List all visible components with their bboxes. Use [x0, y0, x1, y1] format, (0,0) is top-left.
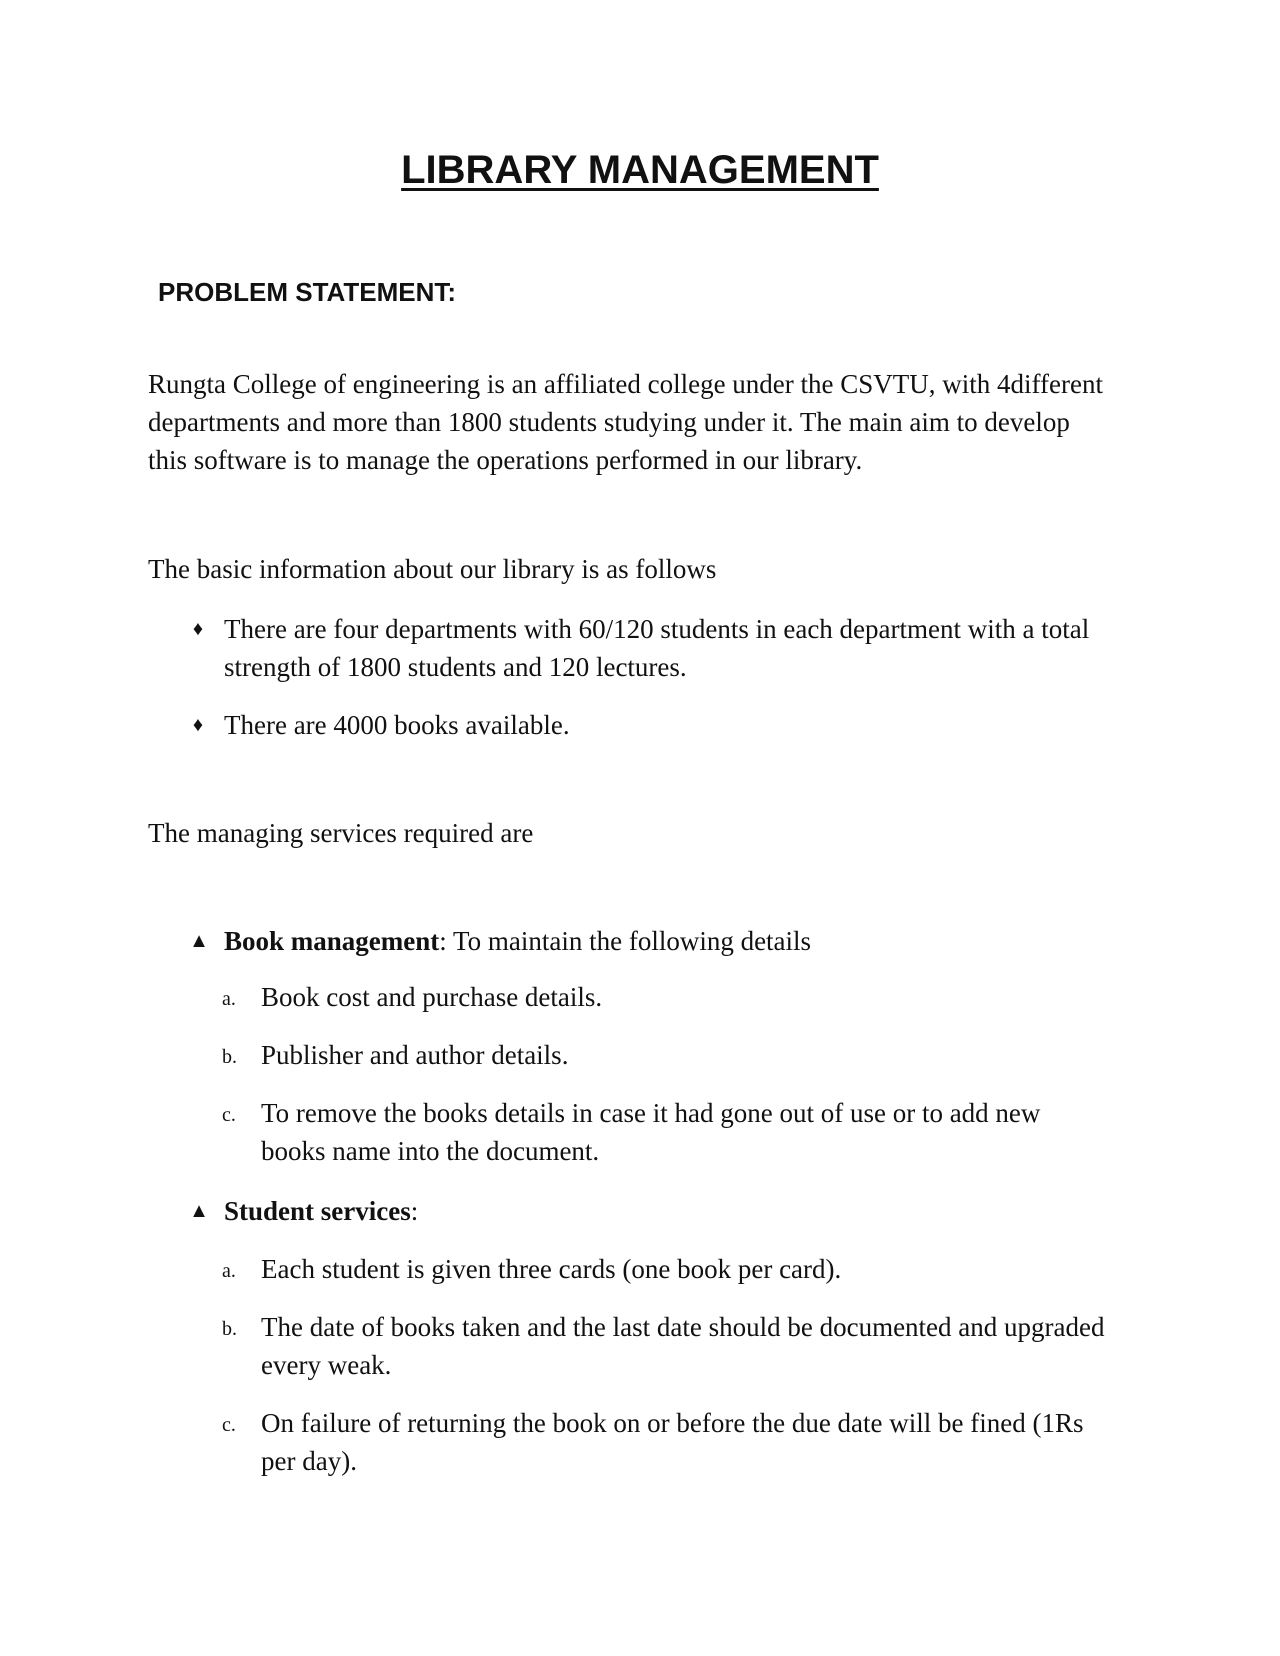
sub-list-text: Book cost and purchase details.: [261, 982, 603, 1012]
document-title: LIBRARY MANAGEMENT: [401, 148, 879, 192]
service-heading: [224, 922, 1114, 960]
sub-list-text: Publisher and author details.: [261, 1040, 569, 1070]
sub-list-letter: a.: [222, 988, 236, 1010]
sub-list-letter: a.: [222, 1260, 236, 1282]
intro-paragraph: Rungta College of engineering is an affiliated college under the CSVTU, with 4different departments and more than 1800 students studying under it. The main aim to develop this software is to manage the operations performed in our library.: [148, 369, 1103, 475]
service-name: Book management: [224, 926, 440, 956]
service-name: Student services: [224, 1196, 411, 1226]
sub-list-text: To remove the books details in case it had gone out of use or to add new books name into the document.: [261, 1098, 1041, 1166]
services-intro: The managing services required are: [148, 818, 534, 848]
sub-list-letter: c.: [222, 1414, 236, 1436]
list-item-text: There are 4000 books available.: [224, 710, 570, 740]
sub-list-text: The date of books taken and the last date should be documented and upgraded every weak.: [261, 1312, 1105, 1380]
section-heading: PROBLEM STATEMENT:: [158, 277, 457, 307]
sub-list-letter: b.: [222, 1046, 237, 1068]
triangle-bullet-icon: ▲: [189, 930, 209, 952]
service-suffix: :: [410, 1196, 419, 1226]
service-suffix: : To maintain the following details: [439, 926, 812, 956]
sub-list-letter: c.: [222, 1104, 236, 1126]
sub-list-text: Each student is given three cards (one book per card).: [261, 1254, 842, 1284]
diamond-bullet-icon: ♦: [192, 714, 204, 736]
list-item-text: There are four departments with 60/120 students in each department with a total strength of 1800 students and 120 lectures.: [224, 614, 1090, 682]
triangle-bullet-icon: ▲: [189, 1200, 209, 1222]
sub-list-text: On failure of returning the book on or before the due date will be fined (1Rs per day).: [261, 1408, 1084, 1476]
basic-info-intro: The basic information about our library is as follows: [148, 554, 717, 584]
diamond-bullet-icon: ♦: [192, 618, 204, 640]
sub-list-letter: b.: [222, 1318, 237, 1340]
service-heading: [224, 1192, 1114, 1230]
